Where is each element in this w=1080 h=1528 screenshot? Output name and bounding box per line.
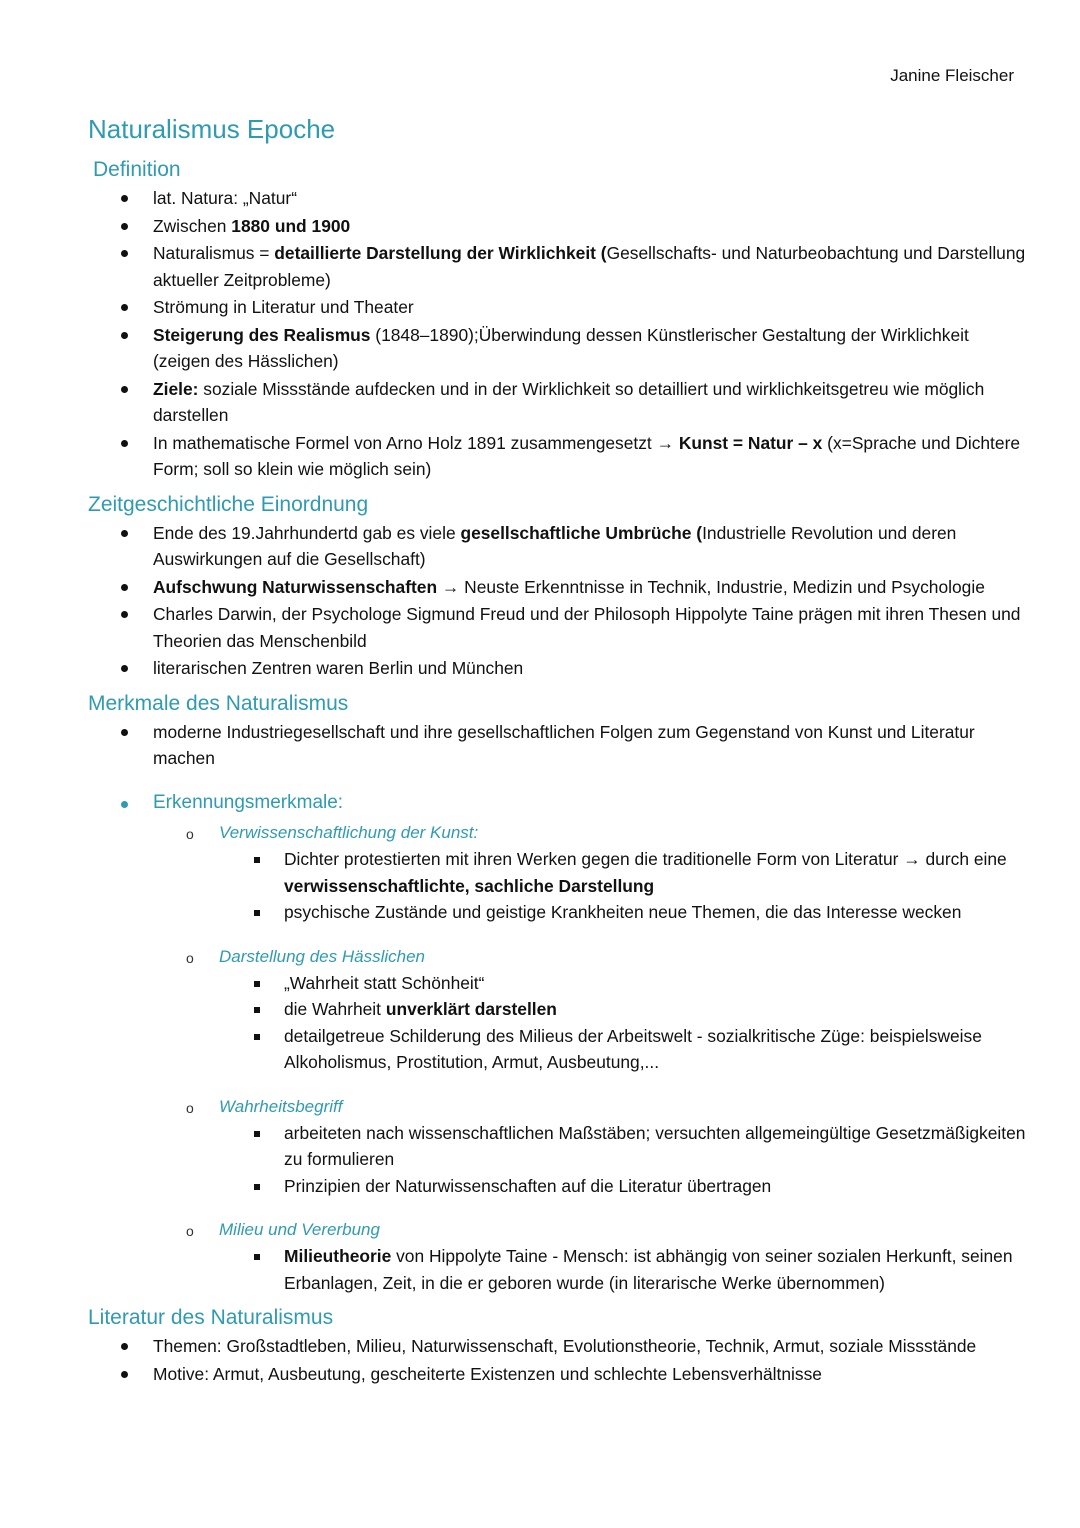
- erkennungsmerkmale-item: [88, 790, 1028, 817]
- square-bullet-icon: [254, 1034, 260, 1040]
- zeitgeschichte-list: [88, 520, 1028, 682]
- bullet-icon: [121, 801, 128, 808]
- list-item: In mathematische Formel von Arno Holz 1891 zusammengesetzt → Kunst = Natur – x (x=Sprache und Dichtere Form; soll so klein wie möglich sein): [88, 430, 1028, 483]
- list-item: Ziele: soziale Missstände aufdecken und in der Wirklichkeit so detailliert und wirklichkeitsgetreu wie möglich darstellen: [88, 376, 1028, 429]
- bullet-icon: [121, 440, 128, 447]
- merkmal-group: [153, 820, 1028, 926]
- bullet-icon: [121, 304, 128, 311]
- definition-list: [88, 185, 1028, 483]
- square-bullet-icon: [254, 910, 260, 916]
- merkmal-group: [153, 1217, 1028, 1296]
- section-heading-definition: Definition: [93, 158, 181, 181]
- bullet-icon: [121, 584, 128, 591]
- list-item: arbeiteten nach wissenschaftlichen Maßstäben; versuchten allgemeingültige Gesetzmäßigkeiten zu formulieren: [219, 1120, 1028, 1173]
- merkmal-caption: Darstellung des Hässlichen: [219, 946, 425, 966]
- list-item: Dichter protestierten mit ihren Werken gegen die traditionelle Form von Literatur → durch eine verwissenschaftlichte, sachliche Darstellung: [219, 846, 1028, 899]
- section-literatur: [88, 1304, 1028, 1387]
- circle-bullet-icon: o: [186, 826, 194, 842]
- list-item: Prinzipien der Naturwissenschaften auf die Literatur übertragen: [219, 1173, 1028, 1200]
- section-zeitgeschichte: [88, 491, 1028, 682]
- list-item: Motive: Armut, Ausbeutung, gescheiterte Existenzen und schlechte Lebensverhältnisse: [88, 1361, 1028, 1388]
- merkmale-groups: [153, 820, 1028, 1296]
- merkmale-list: [88, 719, 1028, 817]
- list-item: „Wahrheit statt Schönheit“: [219, 970, 1028, 997]
- bullet-icon: [121, 1343, 128, 1350]
- section-merkmale: [88, 690, 1028, 1297]
- bullet-icon: [121, 611, 128, 618]
- bullet-icon: [121, 386, 128, 393]
- list-item: die Wahrheit unverklärt darstellen: [219, 996, 1028, 1023]
- literatur-list: [88, 1333, 1028, 1387]
- merkmal-caption: Wahrheitsbegriff: [219, 1096, 343, 1116]
- bullet-icon: [121, 665, 128, 672]
- circle-bullet-icon: o: [186, 949, 194, 966]
- merkmal-group: [153, 1094, 1028, 1200]
- list-item: detailgetreue Schilderung des Milieus der Arbeitswelt - sozialkritische Züge: beispielsweise Alkoholismus, Prostitution, Armut, Ausbeutung,...: [219, 1023, 1028, 1076]
- merkmal-caption: Milieu und Vererbung: [219, 1220, 380, 1239]
- bullet-icon: [121, 729, 128, 736]
- list-item: Milieutheorie von Hippolyte Taine - Mensch: ist abhängig von seiner sozialen Herkunft, seinen Erbanlagen, Zeit, in die er geboren wurde (in literarische Werke übernommen): [219, 1243, 1028, 1296]
- list-item: Aufschwung Naturwissenschaften → Neuste Erkenntnisse in Technik, Industrie, Medizin und Psychologie: [88, 574, 1028, 601]
- section-definition: [88, 156, 1028, 483]
- merkmal-items: [219, 846, 1028, 926]
- square-bullet-icon: [254, 1254, 260, 1260]
- list-item: Ende des 19.Jahrhundertd gab es viele gesellschaftliche Umbrüche (Industrielle Revolution und deren Auswirkungen auf die Gesellschaft): [88, 520, 1028, 573]
- list-item: moderne Industriegesellschaft und ihre gesellschaftlichen Folgen zum Gegenstand von Kunst und Literatur machen: [88, 719, 1028, 772]
- merkmal-group: [153, 944, 1028, 1076]
- square-bullet-icon: [254, 857, 260, 863]
- section-heading-literatur: Literatur des Naturalismus: [88, 1306, 334, 1329]
- list-item: Naturalismus = detaillierte Darstellung der Wirklichkeit (Gesellschafts- und Naturbeobachtung und Darstellung aktueller Zeitprobleme): [88, 240, 1028, 293]
- bullet-icon: [121, 250, 128, 257]
- page-title: Naturalismus Epoche: [88, 114, 336, 144]
- section-heading-zeitgeschichte: Zeitgeschichtliche Einordnung: [88, 492, 369, 516]
- author-name: Janine Fleischer: [890, 66, 1014, 85]
- list-item: Themen: Großstadtleben, Milieu, Naturwissenschaft, Evolutionstheorie, Technik, Armut, soziale Missstände: [88, 1333, 1028, 1360]
- list-item: literarischen Zentren waren Berlin und München: [88, 655, 1028, 682]
- list-item: Strömung in Literatur und Theater: [88, 294, 1028, 321]
- section-heading-merkmale: Merkmale des Naturalismus: [88, 691, 349, 715]
- merkmal-items: [219, 1243, 1028, 1296]
- square-bullet-icon: [254, 981, 260, 987]
- merkmal-items: [219, 1120, 1028, 1200]
- bullet-icon: [121, 332, 128, 339]
- bullet-icon: [121, 195, 128, 202]
- list-item: lat. Natura: „Natur“: [88, 185, 1028, 212]
- document-content: [88, 112, 1028, 1395]
- erkennungsmerkmale-heading: Erkennungsmerkmale:: [153, 791, 344, 813]
- merkmal-caption: Verwissenschaftlichung der Kunst:: [219, 823, 479, 842]
- circle-bullet-icon: o: [186, 1223, 194, 1239]
- bullet-icon: [121, 530, 128, 537]
- merkmal-items: [219, 970, 1028, 1076]
- list-item: Steigerung des Realismus (1848–1890);Überwindung dessen Künstlerischer Gestaltung der Wirklichkeit (zeigen des Hässlichen): [88, 322, 1028, 375]
- bullet-icon: [121, 223, 128, 230]
- list-item: Zwischen 1880 und 1900: [88, 213, 1028, 240]
- square-bullet-icon: [254, 1131, 260, 1137]
- bullet-icon: [121, 1371, 128, 1378]
- square-bullet-icon: [254, 1007, 260, 1013]
- list-item: Charles Darwin, der Psychologe Sigmund Freud und der Philosoph Hippolyte Taine prägen mit ihren Thesen und Theorien das Menschenbild: [88, 601, 1028, 654]
- square-bullet-icon: [254, 1184, 260, 1190]
- circle-bullet-icon: o: [186, 1099, 194, 1116]
- list-item: psychische Zustände und geistige Krankheiten neue Themen, die das Interesse wecken: [219, 899, 1028, 926]
